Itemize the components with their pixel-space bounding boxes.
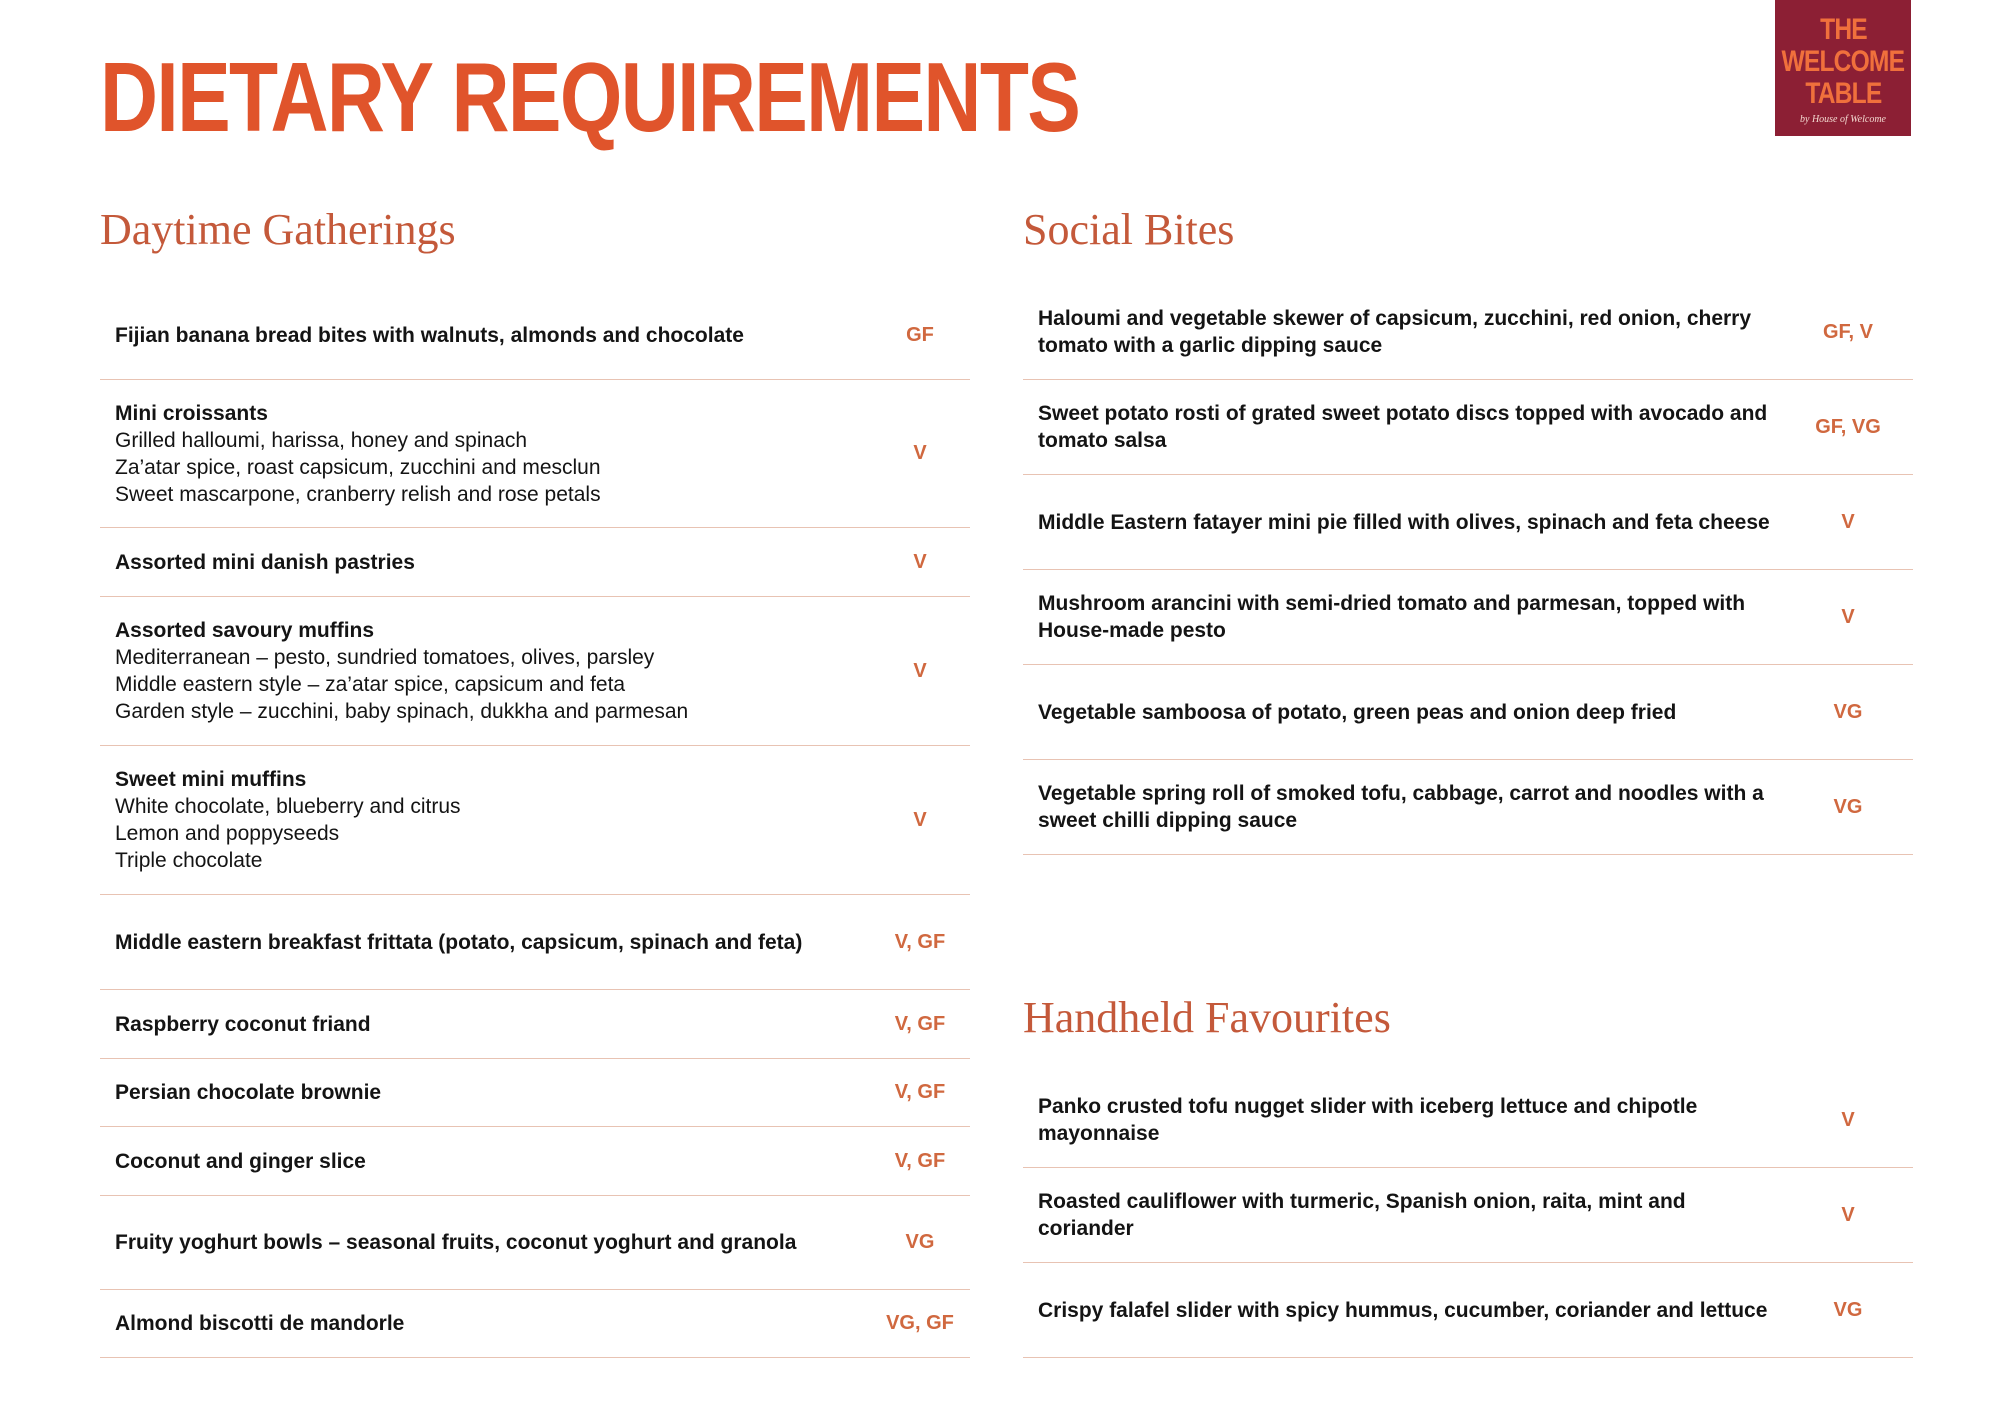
- section-title-daytime: Daytime Gatherings: [100, 205, 456, 254]
- item-name: Vegetable spring roll of smoked tofu, cabbage, carrot and noodles with a sweet chilli dipping sauce: [1038, 782, 1764, 832]
- page-title: DIETARY REQUIREMENTS: [100, 42, 1080, 152]
- dietary-tag: GF, VG: [1815, 415, 1881, 438]
- item-option: Lemon and poppyseeds: [115, 822, 340, 845]
- menu-item: [100, 895, 970, 990]
- section-title-social: Social Bites: [1023, 205, 1235, 254]
- item-name: Sweet mini muffins: [115, 768, 307, 791]
- menu-item: [1023, 380, 1913, 475]
- item-name: Vegetable samboosa of potato, green peas and onion deep fried: [1038, 700, 1677, 724]
- logo-line-2: WELCOME: [1781, 45, 1905, 78]
- menu-item: [100, 1290, 970, 1358]
- dietary-tag: VG: [905, 1231, 935, 1253]
- dietary-tag: V: [913, 659, 927, 682]
- dietary-tag: V: [913, 442, 927, 464]
- menu-item: [100, 1059, 970, 1127]
- dietary-tag: V: [1841, 510, 1855, 533]
- menu-item: [1023, 760, 1913, 855]
- dietary-tag: V: [913, 550, 927, 573]
- item-name: Almond biscotti de mandorle: [115, 1312, 405, 1335]
- menu-item: [100, 1196, 970, 1290]
- item-option: White chocolate, blueberry and citrus: [115, 795, 461, 818]
- item-option: Sweet mascarpone, cranberry relish and rose petals: [115, 482, 601, 506]
- menu-item: [100, 990, 970, 1059]
- dietary-tag: GF, V: [1822, 320, 1873, 343]
- menu-item: [1023, 1073, 1913, 1168]
- menu-item: [100, 1127, 970, 1196]
- logo-subtitle: by House of Welcome: [1800, 114, 1886, 125]
- item-name: Persian chocolate brownie: [115, 1081, 382, 1104]
- dietary-tag: V, GF: [894, 930, 946, 953]
- menu-item: [1023, 1263, 1913, 1358]
- dietary-tag: VG: [1833, 795, 1863, 818]
- dietary-tag: GF: [906, 324, 934, 346]
- item-name: Roasted cauliflower with turmeric, Spanish onion, raita, mint and coriander: [1038, 1190, 1686, 1240]
- item-name: Mini croissants: [115, 401, 268, 425]
- brand-logo: [1775, 0, 1911, 136]
- item-name: Middle eastern breakfast frittata (potato, capsicum, spinach and feta): [115, 930, 803, 954]
- handheld-menu-list: [1023, 1073, 1913, 1358]
- dietary-tag: V: [1841, 605, 1855, 628]
- item-name: Assorted mini danish pastries: [115, 550, 415, 574]
- section-title-handheld: Handheld Favourites: [1023, 993, 1391, 1042]
- social-menu-list: [1023, 285, 1913, 855]
- menu-item: [100, 528, 970, 597]
- dietary-tag: VG, GF: [886, 1312, 954, 1334]
- menu-item: [1023, 475, 1913, 570]
- dietary-tag: V: [913, 808, 927, 831]
- item-name: Raspberry coconut friand: [115, 1012, 371, 1036]
- menu-item: [1023, 570, 1913, 665]
- item-option: Triple chocolate: [115, 849, 263, 872]
- dietary-tag: VG: [1833, 1298, 1863, 1321]
- item-name: Coconut and ginger slice: [115, 1149, 366, 1173]
- menu-item: [1023, 1168, 1913, 1263]
- dietary-tag: V, GF: [894, 1012, 946, 1035]
- menu-item: [100, 380, 970, 528]
- dietary-tag: V, GF: [894, 1149, 946, 1172]
- item-option: Grilled halloumi, harissa, honey and spinach: [115, 428, 528, 452]
- item-name: Mushroom arancini with semi-dried tomato and parmesan, topped with House-made pesto: [1038, 592, 1746, 642]
- item-option: Za’atar spice, roast capsicum, zucchini and mesclun: [115, 455, 601, 479]
- menu-item: [1023, 665, 1913, 760]
- item-option: Garden style – zucchini, baby spinach, dukkha and parmesan: [115, 700, 689, 723]
- dietary-tag: V: [1841, 1108, 1855, 1131]
- item-option: Middle eastern style – za’atar spice, capsicum and feta: [115, 673, 626, 696]
- dietary-tag: V, GF: [894, 1081, 946, 1103]
- dietary-tag: VG: [1833, 700, 1863, 723]
- item-name: Sweet potato rosti of grated sweet potato discs topped with avocado and tomato salsa: [1038, 402, 1768, 452]
- menu-item: [100, 597, 970, 746]
- item-name: Haloumi and vegetable skewer of capsicum, zucchini, red onion, cherry tomato with a garlic dipping sauce: [1038, 307, 1752, 357]
- item-name: Fruity yoghurt bowls – seasonal fruits, coconut yoghurt and granola: [115, 1231, 797, 1254]
- item-name: Assorted savoury muffins: [115, 619, 375, 642]
- logo-line-1: THE: [1819, 13, 1867, 46]
- item-name: Fijian banana bread bites with walnuts, almonds and chocolate: [115, 324, 744, 347]
- daytime-menu-list: [100, 292, 970, 1358]
- menu-item: [100, 292, 970, 380]
- logo-line-3: TABLE: [1804, 77, 1882, 110]
- item-name: Middle Eastern fatayer mini pie filled with olives, spinach and feta cheese: [1038, 510, 1770, 534]
- dietary-tag: V: [1841, 1203, 1855, 1226]
- item-name: Panko crusted tofu nugget slider with iceberg lettuce and chipotle mayonnaise: [1038, 1095, 1698, 1145]
- menu-item: [100, 746, 970, 895]
- item-name: Crispy falafel slider with spicy hummus, cucumber, coriander and lettuce: [1038, 1298, 1768, 1322]
- item-option: Mediterranean – pesto, sundried tomatoes, olives, parsley: [115, 646, 655, 669]
- menu-item: [1023, 285, 1913, 380]
